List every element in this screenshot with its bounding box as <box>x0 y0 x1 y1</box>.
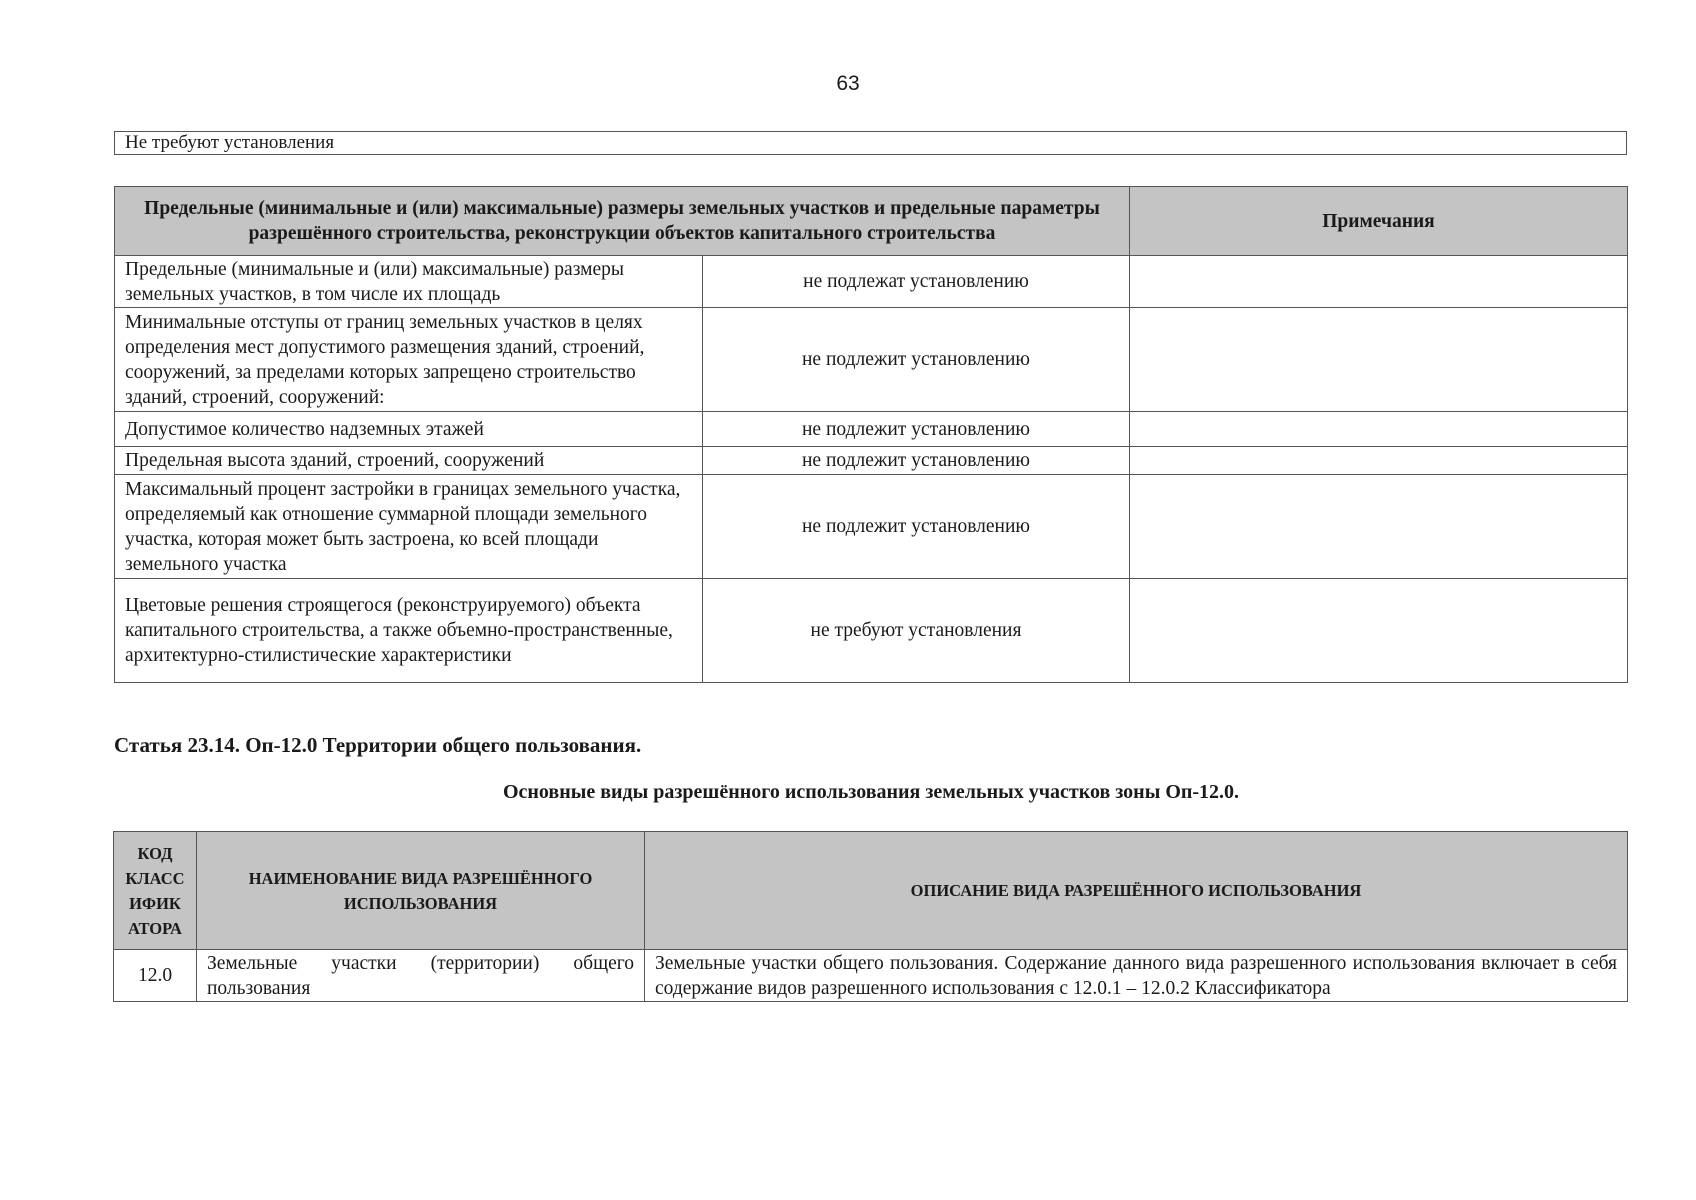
page-number: 63 <box>836 72 860 95</box>
table-row <box>115 447 1628 475</box>
uses-header-name: НАИМЕНОВАНИЕ ВИДА РАЗРЕШЁННОГО ИСПОЛЬЗОВАНИЯ <box>197 832 645 950</box>
param-note <box>1130 308 1628 412</box>
params-header-row <box>115 187 1628 256</box>
param-name: Предельная высота зданий, строений, сооружений <box>115 447 703 475</box>
table-row <box>115 412 1628 447</box>
article-title: Статья 23.14. Оп-12.0 Территории общего пользования. <box>114 733 642 757</box>
param-name: Минимальные отступы от границ земельных участков в целях определения мест допустимого размещения зданий, строений, сооружений, за пределами которых запрещено строительство зданий, строений, сооружений: <box>115 308 703 412</box>
uses-header-row <box>114 832 1628 950</box>
param-value: не подлежит установлению <box>703 308 1130 412</box>
table-row <box>115 579 1628 683</box>
table-row <box>115 256 1628 308</box>
param-value: не подлежат установлению <box>703 256 1130 308</box>
param-note <box>1130 256 1628 308</box>
params-header-notes: Примечания <box>1130 187 1628 256</box>
section-subtitle: Основные виды разрешённого использования земельных участков зоны Оп-12.0. <box>502 781 1240 803</box>
params-table <box>114 186 1628 683</box>
param-name: Предельные (минимальные и (или) максимальные) размеры земельных участков, в том числе их площадь <box>115 256 703 308</box>
param-name: Цветовые решения строящегося (реконструируемого) объекта капитального строительства, а также объемно-пространственные, архитектурно-стилистические характеристики <box>115 579 703 683</box>
table-row <box>115 308 1628 412</box>
param-note <box>1130 412 1628 447</box>
table-row <box>115 475 1628 579</box>
uses-header-desc: ОПИСАНИЕ ВИДА РАЗРЕШЁННОГО ИСПОЛЬЗОВАНИЯ <box>645 832 1628 950</box>
uses-header-code: КОД КЛАСС ИФИК АТОРА <box>114 832 197 950</box>
param-value: не требуют установления <box>703 579 1130 683</box>
param-note <box>1130 579 1628 683</box>
param-name: Допустимое количество надземных этажей <box>115 412 703 447</box>
params-header-main: Предельные (минимальные и (или) максимальные) размеры земельных участков и предельные параметры разрешённого строительства, реконструкции объектов капитального строительства <box>115 187 1130 256</box>
param-value: не подлежит установлению <box>703 447 1130 475</box>
param-name: Максимальный процент застройки в границах земельного участка, определяемый как отношение суммарной площади земельного участка, которая может быть застроена, ко всей площади земельного участка <box>115 475 703 579</box>
uses-table <box>113 831 1628 1002</box>
note-box: Не требуют установления <box>114 131 1627 155</box>
use-code: 12.0 <box>114 950 197 1002</box>
param-value: не подлежит установлению <box>703 475 1130 579</box>
use-desc: Земельные участки общего пользования. Содержание данного вида разрешенного использования включает в себя содержание видов разрешенного использования с 12.0.1 – 12.0.2 Классификатора <box>645 950 1628 1002</box>
table-row <box>114 950 1628 1002</box>
param-value: не подлежит установлению <box>703 412 1130 447</box>
use-name: Земельные участки (территории) общего пользования <box>197 950 645 1002</box>
param-note <box>1130 475 1628 579</box>
param-note <box>1130 447 1628 475</box>
